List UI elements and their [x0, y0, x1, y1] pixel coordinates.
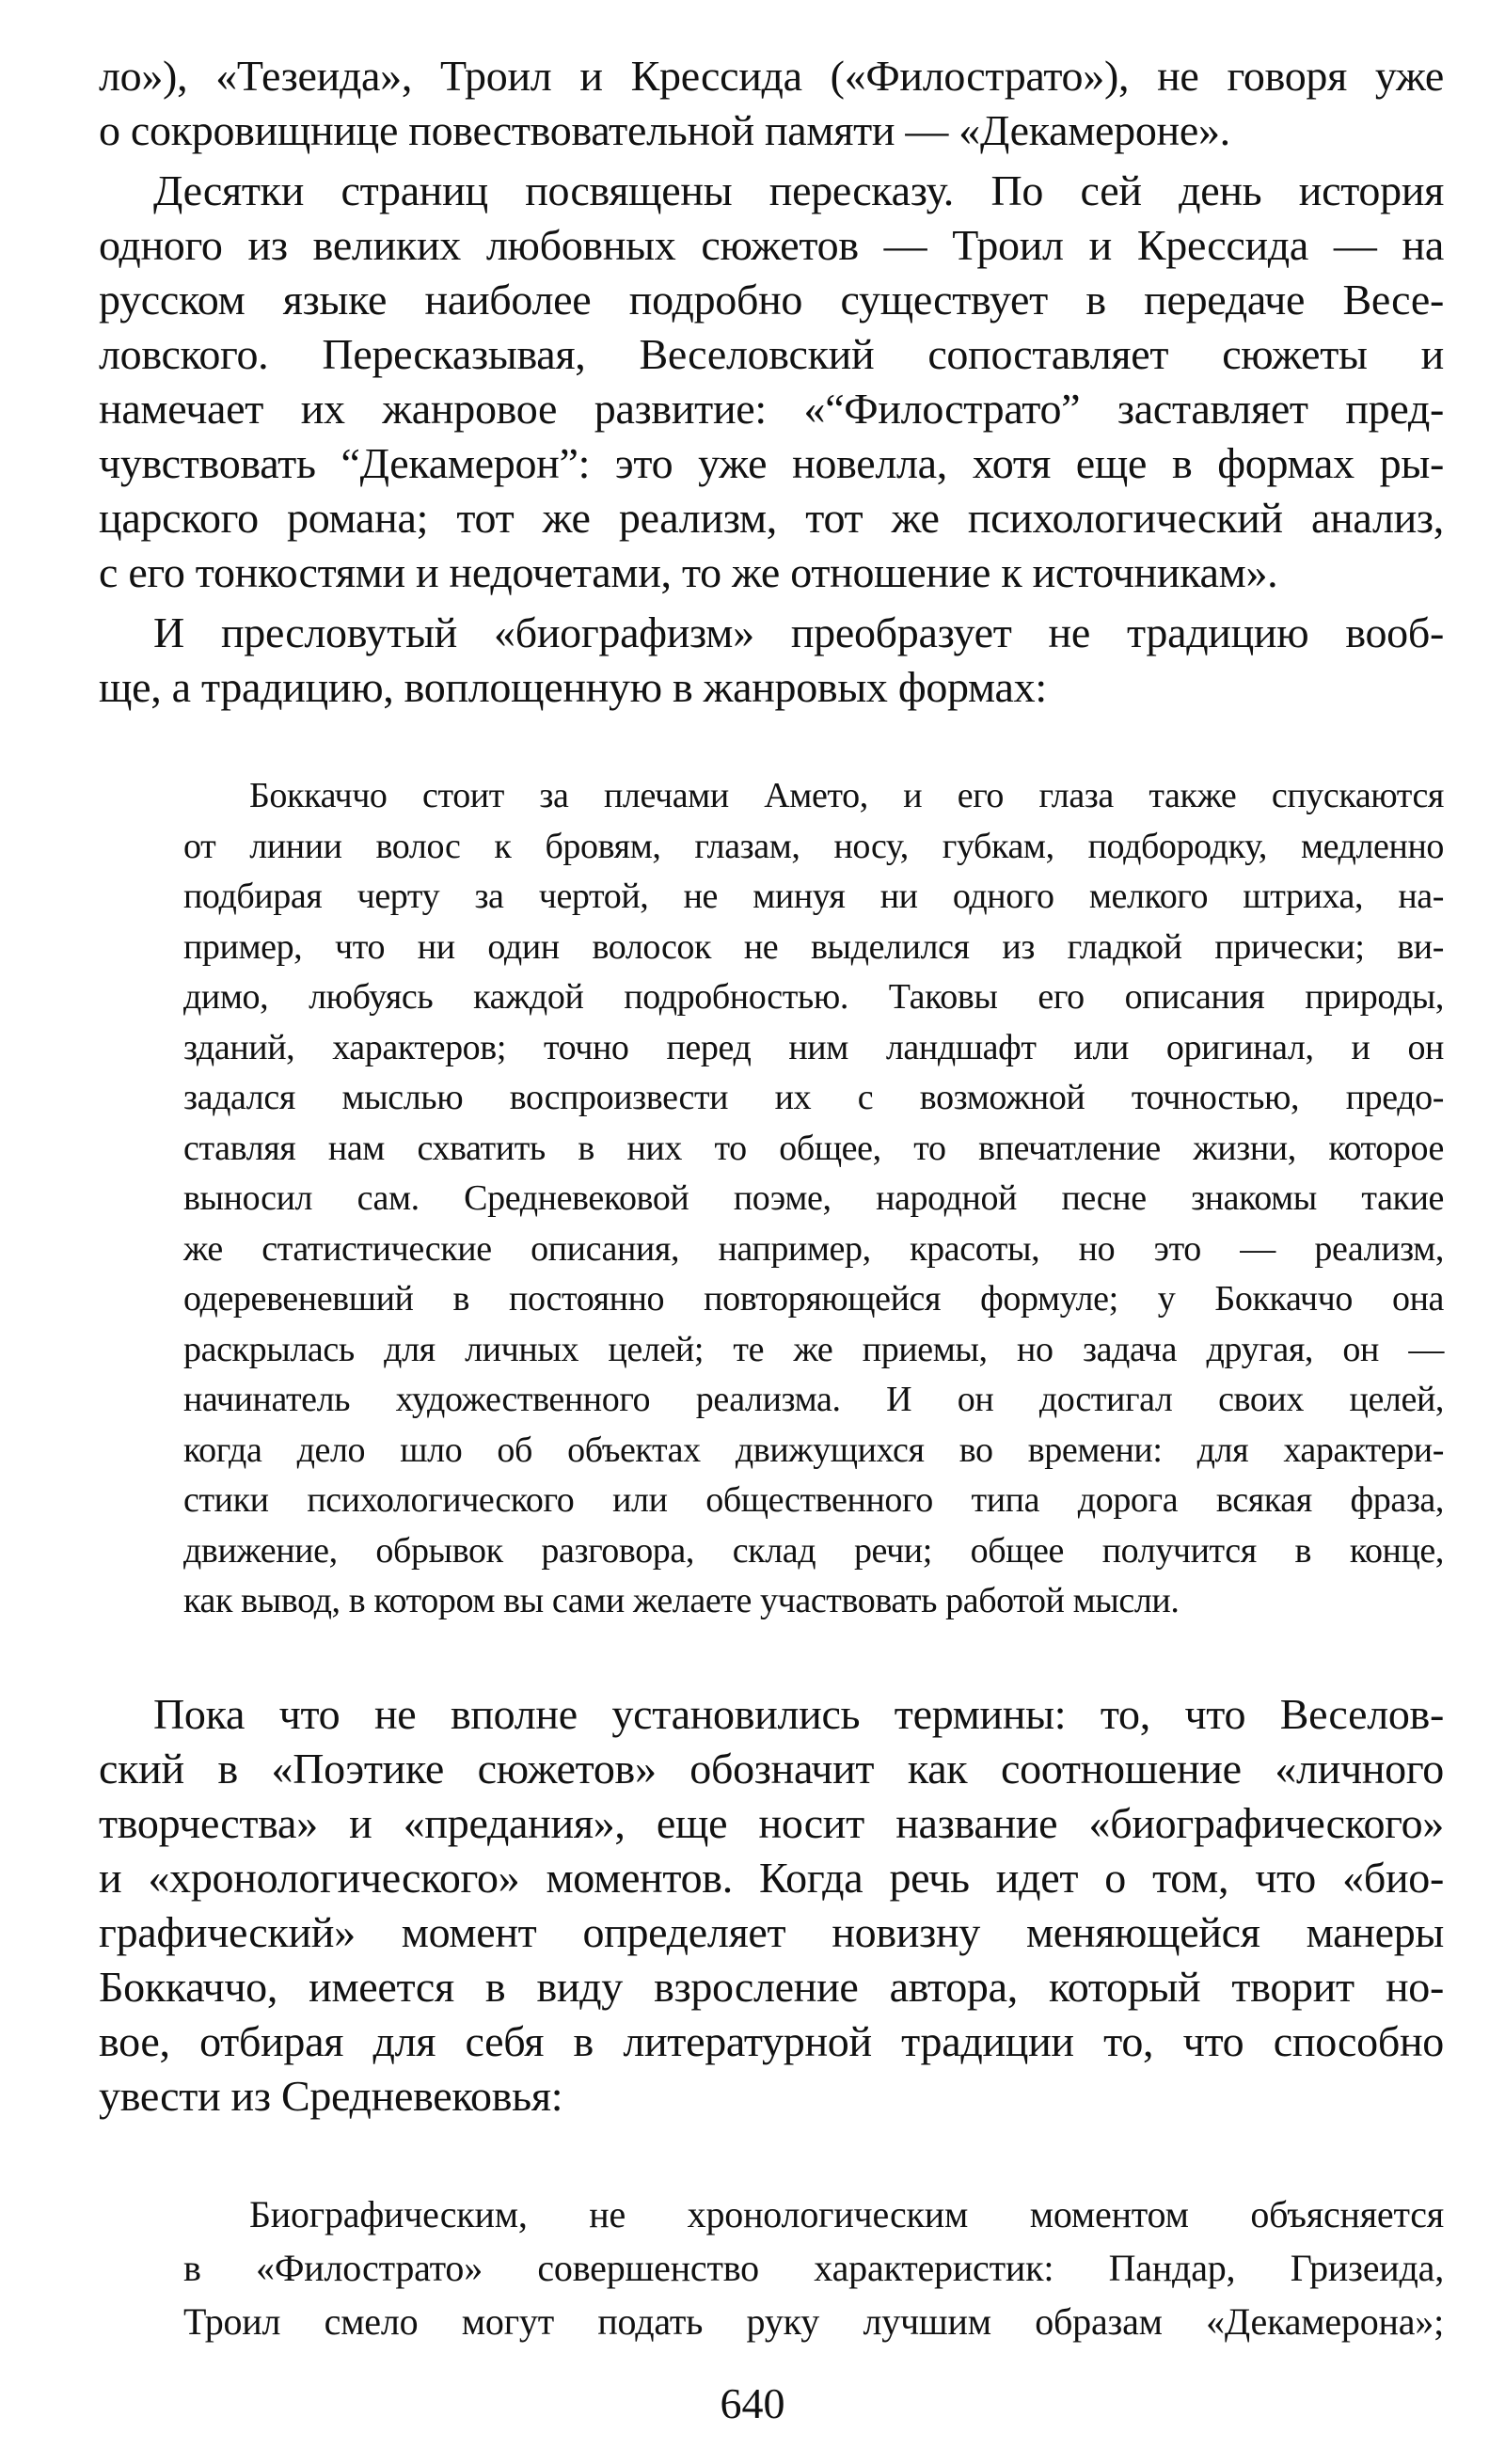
block-quote-2 — [183, 2188, 1444, 2348]
text-line: и «хронологического» моментов. Когда речь идет о том, что «био- — [99, 1853, 1444, 1902]
text-line: царского романа; тот же реализм, тот же психологический анализ, — [99, 494, 1444, 542]
quote-line: Биографическим, не хронологическим моментом объясняется — [249, 2192, 1444, 2235]
text-line: графический» момент определяет новизну меняющейся манеры — [99, 1907, 1444, 1956]
text-line: ловского. Пересказывая, Веселовский сопоставляет сюжеты и — [99, 330, 1444, 378]
text-line: с его тонкостями и недочетами, то же отношение к источникам». — [99, 548, 1278, 596]
quote-line: раскрылась для личных целей; те же приемы, но задача другая, он — — [183, 1329, 1444, 1369]
quote-line: Боккаччо стоит за плечами Амето, и его глаза также спускаются — [249, 776, 1444, 815]
quote-line: в «Филострато» совершенство характеристик: Пандар, Гризеида, — [183, 2246, 1444, 2289]
page-body — [99, 49, 1444, 2348]
text-line: одного из великих любовных сюжетов — Троил и Крессида — на — [99, 221, 1444, 269]
text-line: русском языке наиболее подробно существует в передаче Весе- — [99, 276, 1444, 324]
text-line: ще, а традицию, воплощенную в жанровых формах: — [99, 663, 1047, 711]
quote-line: задался мыслью воспроизвести их с возможной точностью, предо- — [183, 1078, 1444, 1117]
text-line: И пресловутый «биографизм» преобразует не традицию вооб- — [153, 608, 1444, 656]
block-quote-1 — [183, 771, 1444, 1627]
quote-line: димо, любуясь каждой подробностью. Таковы его описания природы, — [183, 977, 1444, 1017]
quote-line: стики психологического или общественного типа дорога всякая фраза, — [183, 1480, 1444, 1520]
quote-line: же статистические описания, например, красоты, но это — реализм, — [183, 1228, 1444, 1269]
quote-line: выносил сам. Средневековой поэме, народной песне знакомы такие — [183, 1178, 1444, 1218]
quote-line: от линии волос к бровям, глазам, носу, губкам, подбородку, медленно — [183, 826, 1444, 866]
paragraph-4 — [99, 1687, 1444, 2124]
text-line: ло»), «Тезеида», Троил и Крессида («Филострато»), не говоря уже — [99, 52, 1444, 100]
text-line: о сокровищнице повествовательной памяти — «Декамероне». — [99, 106, 1230, 154]
quote-line: ставляя нам схватить в них то общее, то впечатление жизни, которое — [183, 1128, 1444, 1168]
page-number: 640 — [720, 2379, 785, 2427]
paragraph-1 — [99, 49, 1444, 158]
quote-line: как вывод, в котором вы сами желаете участвовать работой мысли. — [183, 1581, 1180, 1620]
quote-line: пример, что ни один волосок не выделился из гладкой прически; ви- — [183, 926, 1444, 967]
text-line: творчества» и «предания», еще носит название «биографического» — [99, 1798, 1444, 1847]
text-line: увести из Средневековья: — [99, 2071, 563, 2120]
text-line: Пока что не вполне установились термины: то, что Веселов- — [153, 1689, 1444, 1738]
text-line: намечает их жанровое развитие: «“Филострато” заставляет пред- — [99, 385, 1444, 433]
text-line: Десятки страниц посвящены пересказу. По сей день история — [153, 166, 1444, 214]
quote-line: движение, обрывок разговора, склад речи; общее получится в конце, — [183, 1530, 1444, 1571]
text-line: чувствовать “Декамерон”: это уже новелла, хотя еще в формах ры- — [99, 439, 1444, 487]
text-line: ский в «Поэтике сюжетов» обозначит как соотношение «личного — [99, 1744, 1444, 1793]
quote-line: когда дело шло об объектах движущихся во времени: для характери- — [183, 1429, 1444, 1470]
quote-line: одеревеневший в постоянно повторяющейся формуле; у Боккаччо она — [183, 1279, 1444, 1319]
quote-line: Троил смело могут подать руку лучшим образам «Декамерона»; — [183, 2299, 1444, 2343]
quote-line: зданий, характеров; точно перед ним ландшафт или оригинал, и он — [183, 1027, 1444, 1067]
text-line: Боккаччо, имеется в виду взросление автора, который творит но- — [99, 1962, 1444, 2011]
paragraph-3 — [99, 606, 1444, 715]
text-line: вое, отбирая для себя в литературной традиции то, что способно — [99, 2016, 1444, 2065]
paragraph-2 — [99, 164, 1444, 600]
quote-line: начинатель художественного реализма. И он достигал своих целей, — [183, 1380, 1444, 1419]
quote-line: подбирая черту за чертой, не минуя ни одного мелкого штриха, на- — [183, 877, 1444, 916]
